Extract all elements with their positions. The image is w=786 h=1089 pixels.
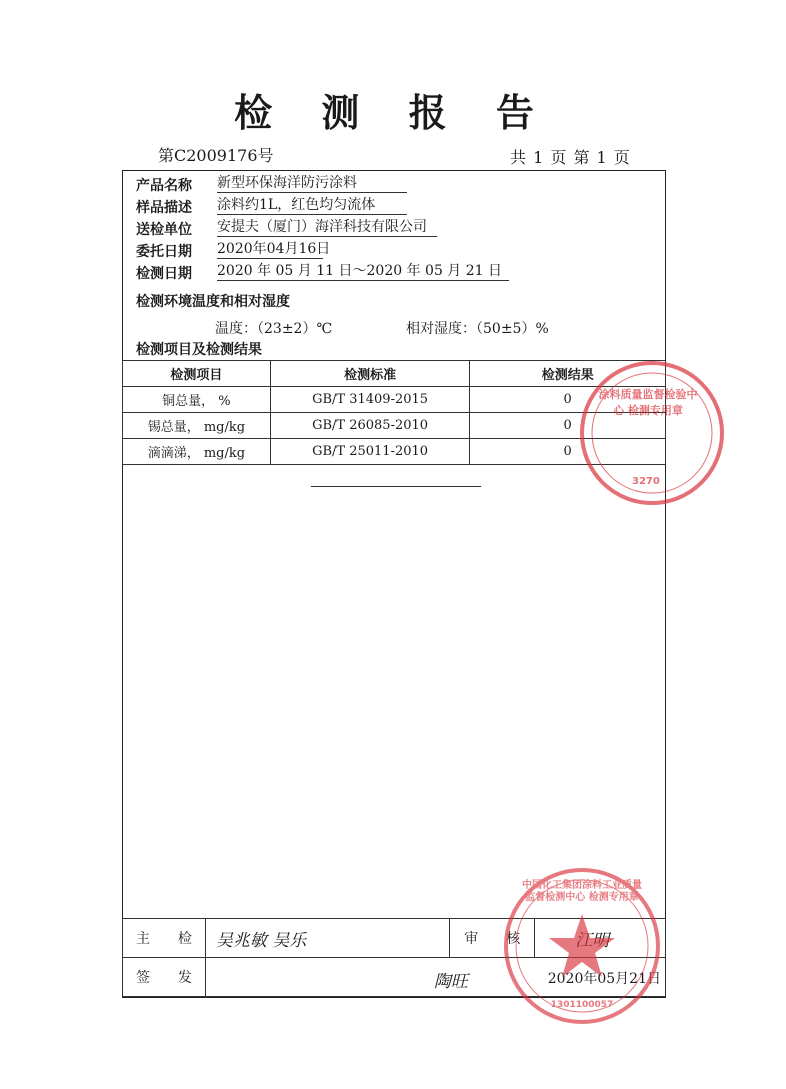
cell-result: 0 (470, 413, 666, 439)
field-value-sample-desc: 涂料约1L，红色均匀流体 (217, 197, 407, 215)
column-header-standard: 检测标准 (270, 361, 470, 387)
cell-result: 0 (470, 387, 666, 413)
cell-result: 0 (470, 439, 666, 465)
official-seal-number: 1301100057 (550, 1000, 614, 1010)
inspector-label: 主 检 (123, 919, 206, 958)
field-value-product-name: 新型环保海洋防污涂料 (217, 175, 407, 193)
cell-standard: GB/T 31409-2015 (270, 387, 470, 413)
humidity-condition: 相对湿度：（50±5）% (406, 321, 549, 337)
report-number: 第C2009176号 (158, 146, 274, 165)
page-info: 共 1 页 第 1 页 (510, 148, 631, 167)
field-label-commission-date: 委托日期 (136, 244, 192, 260)
field-label-client: 送检单位 (136, 222, 192, 238)
issue-date: 2020年05月21日 (547, 971, 661, 987)
field-label-test-date: 检测日期 (136, 266, 192, 282)
column-header-result: 检测结果 (470, 361, 666, 387)
end-of-results-line (311, 486, 481, 487)
official-seal-text: 中国化工集团涂料工业质量监督检测中心 检测专用章 (522, 880, 642, 903)
report-title: 检 测 报 告 (234, 91, 552, 135)
reviewer-label: 审 核 (450, 919, 535, 958)
field-label-product-name: 产品名称 (136, 178, 192, 194)
field-value-client: 安提夫（厦门）海洋科技有限公司 (217, 219, 437, 237)
field-label-sample-desc: 样品描述 (136, 200, 192, 216)
issuer-signature: 陶旺 (433, 972, 468, 992)
lab-seal (574, 358, 786, 508)
issuer-label: 签 发 (123, 958, 206, 997)
star-icon (549, 914, 615, 977)
lab-seal-graphic (574, 358, 786, 508)
results-heading: 检测项目及检测结果 (136, 342, 262, 358)
cell-standard: GB/T 26085-2010 (270, 413, 470, 439)
cell-item: 锡总量， mg/kg (123, 413, 271, 439)
environment-heading: 检测环境温度和相对湿度 (136, 294, 290, 310)
cell-item: 铜总量， % (123, 387, 271, 413)
inspector-signature: 吴兆敏 吴乐 (205, 919, 449, 958)
field-value-commission-date: 2020年04月16日 (217, 241, 331, 257)
lab-seal-number: 3270 (632, 476, 660, 487)
official-seal (497, 866, 667, 1026)
lab-seal-text: 涂料质量监督检验中心 检测专用章 (598, 388, 698, 417)
cell-item: 滴滴涕， mg/kg (123, 439, 271, 465)
temperature-condition: 温度：（23±2）℃ (215, 321, 333, 337)
cell-standard: GB/T 25011-2010 (270, 439, 470, 465)
field-value-test-date: 2020 年 05 月 11 日～2020 年 05 月 21 日 (217, 263, 509, 281)
column-header-item: 检测项目 (123, 361, 271, 387)
